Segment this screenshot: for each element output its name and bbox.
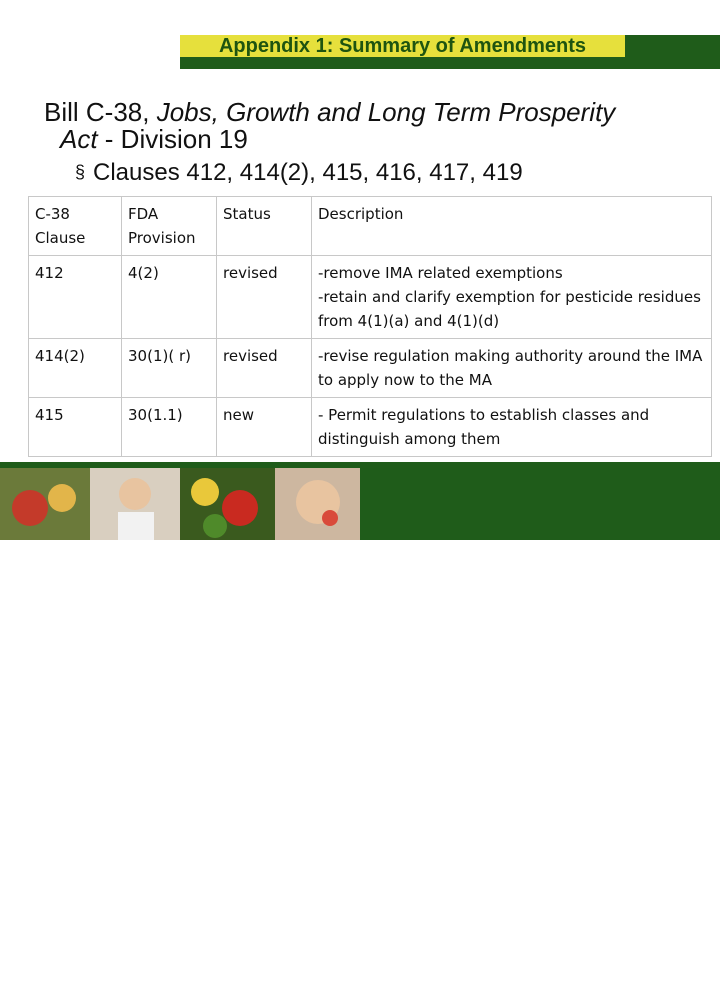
- clauses-bullet: [75, 158, 523, 189]
- apple-shape: [322, 510, 338, 526]
- table-header-row: [29, 197, 712, 256]
- description-line: - Permit regulations to establish classes and distinguish among them: [318, 406, 650, 448]
- page-number-corner: 18: [692, 985, 706, 999]
- child-shirt-shape: [118, 512, 154, 540]
- header-status: Status: [217, 197, 312, 256]
- cell-status: new: [217, 398, 312, 457]
- description-line: -remove IMA related exemptions: [318, 264, 563, 282]
- cell-status: revised: [217, 256, 312, 339]
- cell-provision: 30(1)( r): [122, 339, 217, 398]
- cell-description: [312, 256, 712, 339]
- division-label: - Division 19: [97, 124, 248, 154]
- footer-photo-strip: [0, 468, 720, 999]
- green-pepper-shape: [203, 514, 227, 538]
- food-photo-collage: [0, 468, 720, 540]
- table-row: [29, 256, 712, 339]
- cell-description: [312, 339, 712, 398]
- red-pepper-shape: [222, 490, 258, 526]
- yellow-pepper-shape: [191, 478, 219, 506]
- page-number: 18: [668, 964, 682, 978]
- cell-provision: 30(1.1): [122, 398, 217, 457]
- cell-description: [312, 398, 712, 457]
- pepper-shape: [48, 484, 76, 512]
- cell-clause: 414(2): [29, 339, 122, 398]
- child-face-shape: [119, 478, 151, 510]
- tomato-shape: [12, 490, 48, 526]
- description-line: -retain and clarify exemption for pesticide residues from 4(1)(a) and 4(1)(d): [318, 288, 701, 330]
- title-banner: [180, 35, 720, 69]
- bill-heading-line1: [44, 97, 615, 127]
- amendments-table: [28, 196, 712, 457]
- cell-provision: 4(2): [122, 256, 217, 339]
- act-name: Jobs, Growth and Long Term Prosperity: [156, 97, 616, 127]
- bill-prefix: Bill C-38,: [44, 97, 157, 127]
- description-line: -revise regulation making authority around the IMA to apply now to the MA: [318, 347, 703, 389]
- slide-title: Appendix 1: Summary of Amendments: [180, 35, 625, 57]
- header-clause: C-38 Clause: [29, 197, 122, 256]
- act-word: Act: [60, 124, 98, 154]
- table-row: [29, 398, 712, 457]
- cell-status: revised: [217, 339, 312, 398]
- clauses-text: Clauses 412, 414(2), 415, 416, 417, 419: [93, 159, 523, 186]
- cell-clause: 412: [29, 256, 122, 339]
- cell-clause: 415: [29, 398, 122, 457]
- bullet-icon: §: [75, 162, 86, 182]
- header-provision: FDA Provision: [122, 197, 217, 256]
- table-row: [29, 339, 712, 398]
- header-description: Description: [312, 197, 712, 256]
- bill-heading-line2: [60, 124, 248, 154]
